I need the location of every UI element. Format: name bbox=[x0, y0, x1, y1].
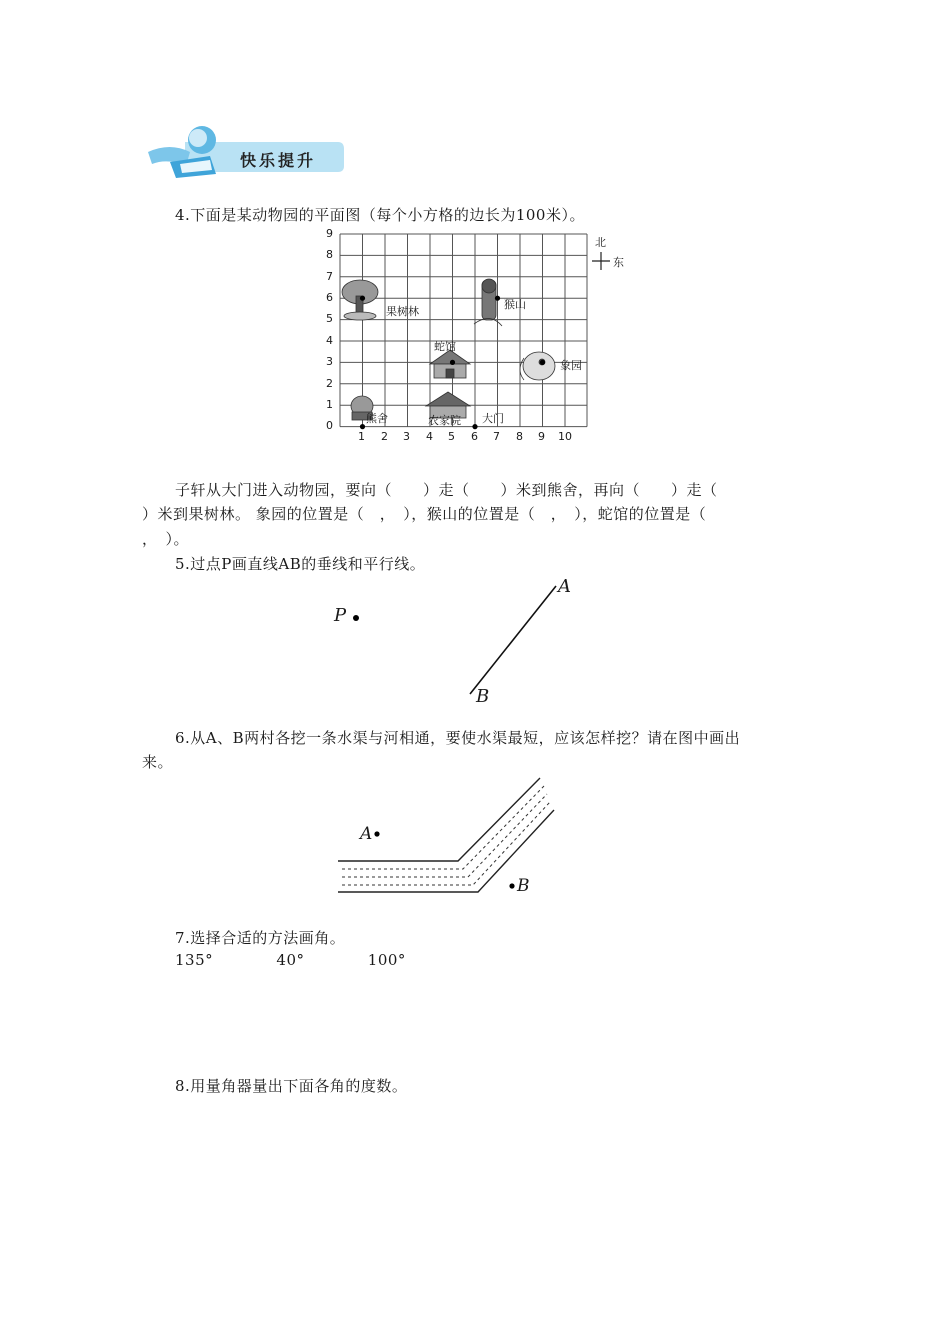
q8-stem: 8.用量角器量出下面各角的度数。 bbox=[175, 1077, 408, 1095]
angle-100: 100° bbox=[367, 951, 406, 969]
x-tick: 8 bbox=[516, 430, 523, 443]
compass-icon bbox=[592, 252, 610, 270]
bear-house-label: 熊舍 bbox=[366, 412, 388, 425]
y-tick: 2 bbox=[326, 377, 333, 390]
bear-house-dot bbox=[360, 424, 365, 429]
q5-stem: 5.过点P画直线AB的垂线和平行线。 bbox=[175, 555, 426, 573]
label-a: A bbox=[558, 576, 571, 597]
x-tick: 2 bbox=[381, 430, 388, 443]
y-tick: 0 bbox=[326, 419, 333, 432]
x-tick: 7 bbox=[493, 430, 500, 443]
village-a-label: A bbox=[360, 824, 373, 844]
x-tick: 3 bbox=[403, 430, 410, 443]
q6-stem-cont: 来。 bbox=[142, 753, 174, 771]
orchard-dot bbox=[360, 296, 365, 301]
river-figure bbox=[334, 772, 570, 902]
y-tick: 4 bbox=[326, 334, 333, 347]
elephant-dot bbox=[540, 360, 545, 365]
y-tick: 1 bbox=[326, 398, 333, 411]
q4-stem: 4.下面是某动物园的平面图（每个小方格的边长为100米）。 bbox=[175, 206, 585, 224]
village-b-label: B bbox=[517, 876, 530, 896]
section-banner bbox=[140, 122, 345, 180]
point-p bbox=[353, 615, 359, 621]
y-tick: 7 bbox=[326, 270, 333, 283]
q7-angles bbox=[175, 951, 464, 969]
x-tick: 1 bbox=[358, 430, 365, 443]
elephant-icon bbox=[520, 352, 555, 380]
river-water bbox=[342, 786, 550, 885]
village-a-dot bbox=[374, 831, 379, 836]
angle-135: 135° bbox=[175, 951, 214, 969]
zoo-map bbox=[322, 226, 634, 446]
x-tick: 9 bbox=[538, 430, 545, 443]
angle-40: 40° bbox=[276, 951, 305, 969]
gate-dot bbox=[472, 424, 477, 429]
compass-north-label: 北 bbox=[595, 236, 606, 249]
map-grid bbox=[340, 234, 587, 427]
x-tick: 5 bbox=[448, 430, 455, 443]
x-tick: 10 bbox=[558, 430, 572, 443]
x-tick: 4 bbox=[426, 430, 433, 443]
line-ab bbox=[470, 586, 556, 694]
monkey-hill-label: 猴山 bbox=[504, 298, 526, 311]
q7-stem: 7.选择合适的方法画角。 bbox=[175, 929, 346, 947]
orchard-label: 果树林 bbox=[386, 305, 419, 318]
q4-line2: ）米到果树林。 象园的位置是（ ， ），猴山的位置是（ ， ），蛇馆的位置是（ bbox=[142, 505, 707, 523]
q4-line3: ， ）。 bbox=[142, 530, 190, 548]
x-tick: 6 bbox=[471, 430, 478, 443]
q6-stem: 6.从A、B两村各挖一条水渠与河相通，要使水渠最短，应该怎样挖？请在图中画出 bbox=[175, 729, 741, 747]
orchard-tree-icon bbox=[342, 280, 378, 320]
y-tick: 5 bbox=[326, 312, 333, 325]
elephant-park-label: 象园 bbox=[560, 359, 582, 372]
farm-yard-label: 农家院 bbox=[428, 414, 461, 427]
snake-house-icon bbox=[430, 350, 470, 378]
banner-title: 快乐提升 bbox=[240, 151, 317, 170]
village-b-dot bbox=[509, 883, 514, 888]
monkey-dot bbox=[495, 296, 500, 301]
y-tick: 9 bbox=[326, 227, 333, 240]
y-tick: 6 bbox=[326, 291, 333, 304]
q5-figure bbox=[320, 574, 600, 714]
y-tick: 8 bbox=[326, 248, 333, 261]
snake-house-label: 蛇馆 bbox=[434, 340, 456, 353]
label-p: P bbox=[334, 605, 347, 626]
gate-label: 大门 bbox=[482, 412, 504, 425]
y-tick: 3 bbox=[326, 355, 333, 368]
snake-dot bbox=[450, 360, 455, 365]
label-b: B bbox=[476, 686, 490, 707]
compass-east-label: 东 bbox=[613, 256, 624, 269]
q4-line1: 子轩从大门进入动物园，要向（ ）走（ ）米到熊舍，再向（ ）走（ bbox=[175, 481, 718, 499]
